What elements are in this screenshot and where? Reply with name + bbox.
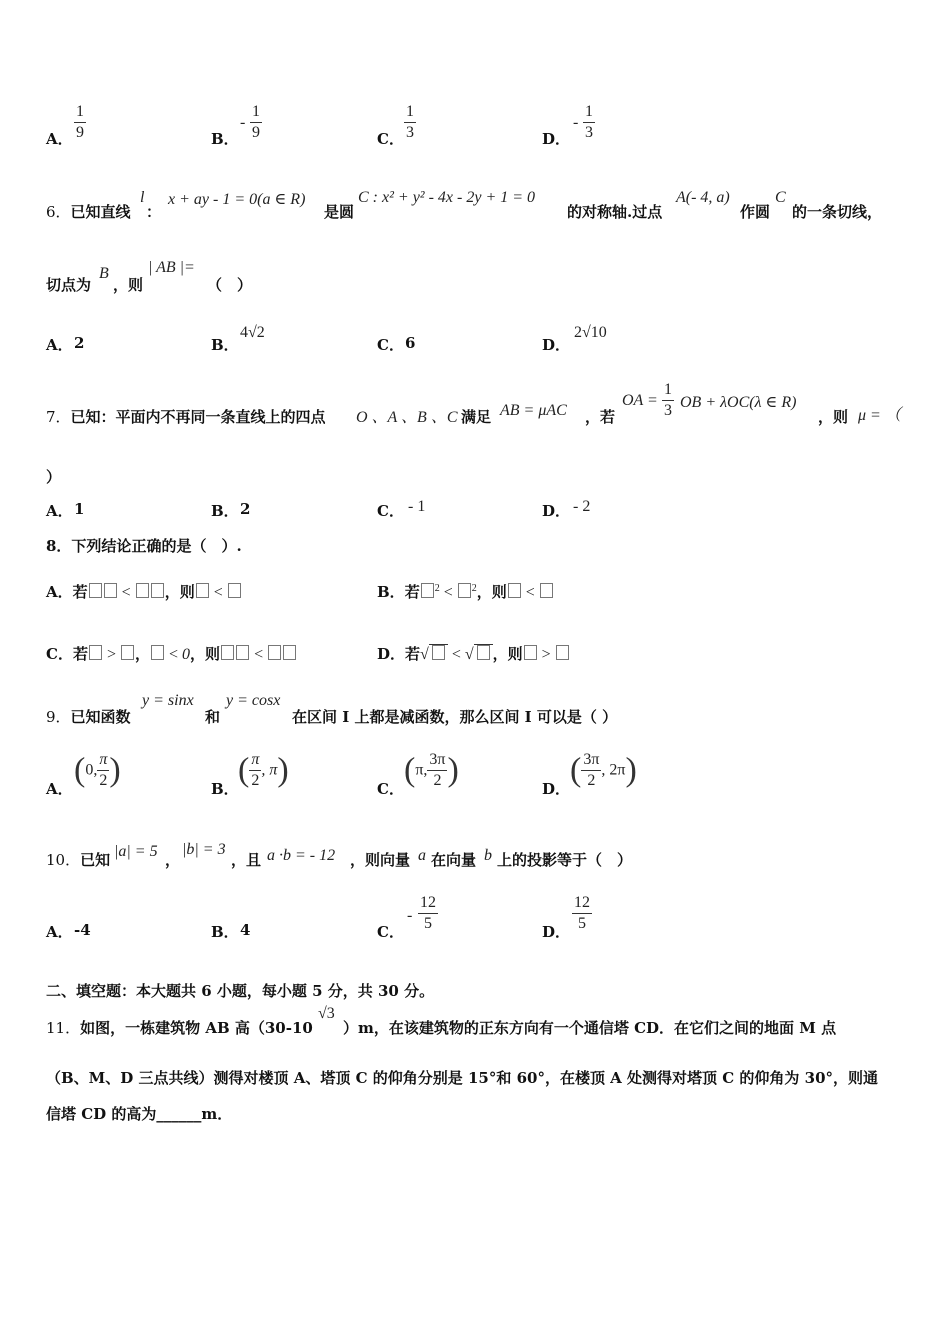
q6-option-d-label: D． (542, 336, 571, 354)
q10-text-5: 上的投影等于（ ） (497, 851, 633, 869)
q6-text-4: 作圆 (740, 203, 771, 221)
missing-glyph-icon (236, 645, 249, 660)
q7-option-d-label: D． (542, 502, 571, 520)
q5-option-b-label: B． (211, 130, 239, 148)
q6-number: 6． (46, 203, 71, 221)
q5-option-d-sign: - (573, 114, 579, 131)
q10-option-a-label: A． (46, 923, 73, 941)
q6-point-b: B (99, 265, 109, 282)
q7-eq-right: OB + λOC(λ ∈ R) (680, 394, 797, 411)
q7-number: 7． (46, 408, 71, 426)
q6-circle-symbol: C (775, 189, 786, 206)
q5-option-c-label: C． (377, 130, 404, 148)
q11-text-2: ）m，在该建筑物的正东方向有一个通信塔 CD．在它们之间的地面 M 点 (343, 1019, 837, 1037)
q6-paren: （ ） (207, 276, 253, 294)
q7-option-c-value: - 1 (408, 498, 426, 515)
q6-colon: ： (146, 203, 162, 221)
q11-sqrt3: √3 (318, 1005, 335, 1022)
question-8 (0, 533, 950, 668)
q6-option-b-value: 4√2 (240, 324, 265, 341)
q6-option-a-label: A． (46, 336, 73, 354)
q7-text-3: ，若 (585, 408, 616, 426)
q8-option-b: B．若 $^2$ < $^2$，则 < (377, 581, 554, 602)
q10-text-1: 已知 (80, 851, 111, 869)
q9-option-b-value: ( $\frac{\pi}{2}$ , π) (238, 751, 289, 789)
q5-options (0, 100, 950, 150)
q10-option-c-label: C． (377, 923, 404, 941)
q6-option-c-value: 6 (405, 334, 416, 352)
q10-cond-b: |b| = 3 (182, 841, 226, 858)
q9-text-3: 在区间 I 上都是减函数，那么区间 I 可以是（ ） (292, 708, 618, 726)
missing-glyph-icon (121, 645, 134, 660)
q6-text-7: ，则 (113, 276, 144, 294)
q6-text-6: 切点为 (46, 276, 92, 294)
q7-text-2: 满足 (461, 408, 492, 426)
q9-option-d-value: ( $\frac{3\pi}{2}$ , 2π) (570, 751, 637, 789)
question-11 (0, 1005, 950, 1125)
q7-eq-left: OA = (622, 392, 658, 409)
missing-glyph-icon (458, 583, 471, 598)
missing-glyph-icon (268, 645, 281, 660)
missing-glyph-icon (151, 583, 164, 598)
q6-circle-equation: C : x² + y² - 4x - 2y + 1 = 0 (358, 189, 536, 206)
section-2-heading: 二、填空题：本大题共 6 小题，每小题 5 分，共 30 分。 (46, 982, 435, 1000)
missing-glyph-icon (89, 583, 102, 598)
q7-mu: μ = （ (858, 407, 901, 424)
q7-condition: AB = μAC (500, 402, 567, 419)
q9-func-sin: y = sinx (142, 692, 194, 709)
q10-option-d-label: D． (542, 923, 571, 941)
q9-option-a-value: (0, $\frac{\pi}{2}$ ) (74, 751, 121, 789)
q5-option-b-sign: - (240, 114, 246, 131)
missing-glyph-icon (89, 645, 102, 660)
missing-glyph-icon (104, 583, 117, 598)
missing-glyph-icon (524, 645, 537, 660)
q11-line-2: （B、M、D 三点共线）测得对楼顶 A、塔顶 C 的仰角分别是 15°和 60°，在楼顶 A 处测得对塔顶 C 的仰角为 30°，则通 (46, 1069, 879, 1087)
q7-text-1: 已知：平面内不再同一条直线上的四点 (70, 408, 326, 426)
q6-option-d-value: 2√10 (574, 324, 607, 341)
q5-option-a-value: $\frac{1}{9}$ (76, 103, 84, 141)
missing-glyph-icon (136, 583, 149, 598)
q8-stem: 8．下列结论正确的是（ ）. (46, 537, 242, 555)
q7-option-a-label: A． (46, 502, 73, 520)
q6-ab-length: | AB |= (148, 259, 195, 276)
q8-option-d: D．若√ < √ ，则 > (377, 643, 570, 664)
q9-number: 9． (46, 708, 71, 726)
q6-option-a-value: 2 (74, 334, 85, 352)
q5-option-a-label: A． (46, 130, 73, 148)
section-2 (0, 978, 950, 1002)
q10-text-2: ，且 (231, 851, 262, 869)
q10-option-d-value: $\frac{12}{5}$ (574, 894, 590, 932)
q5-option-c-value: $\frac{1}{3}$ (406, 103, 414, 141)
q10-comma: ， (165, 851, 181, 869)
q11-text-1: 如图，一栋建筑物 AB 高（30-10 (80, 1019, 313, 1037)
q6-text-3: 的对称轴.过点 (567, 203, 663, 221)
q7-text-4: ，则 (818, 408, 849, 426)
q6-option-b-label: B． (211, 336, 239, 354)
q6-option-c-label: C． (377, 336, 404, 354)
q6-text-1: 已知直线 (70, 203, 131, 221)
missing-glyph-icon (228, 583, 241, 598)
q7-option-a-value: 1 (74, 500, 85, 518)
q10-cond-a: |a| = 5 (114, 843, 158, 860)
q7-eq-fraction: $\frac{1}{3}$ (664, 381, 672, 419)
missing-glyph-icon (556, 645, 569, 660)
q10-option-c-sign: - (407, 907, 413, 924)
q7-option-d-value: - 2 (573, 498, 591, 515)
q8-option-a: A．若 < ，则 < (46, 581, 242, 602)
q11-number: 11． (46, 1019, 81, 1037)
q6-text-2: 是圆 (324, 203, 355, 221)
missing-glyph-icon (508, 583, 521, 598)
q7-points: O 、A 、B 、C (356, 409, 458, 426)
q9-option-b-label: B． (211, 780, 239, 798)
missing-glyph-icon (196, 583, 209, 598)
missing-glyph-icon (432, 645, 445, 660)
missing-glyph-icon (283, 645, 296, 660)
q6-text-5: 的一条切线， (792, 203, 883, 221)
q10-vector-a: a (418, 847, 426, 864)
q7-option-c-label: C． (377, 502, 404, 520)
missing-glyph-icon (221, 645, 234, 660)
q10-option-a-value: -4 (74, 921, 91, 939)
q7-close: ） (46, 468, 62, 486)
q10-option-b-label: B． (211, 923, 239, 941)
q10-option-c-value: $\frac{12}{5}$ (420, 894, 436, 932)
missing-glyph-icon (421, 583, 434, 598)
q7-option-b-value: 2 (240, 500, 251, 518)
missing-glyph-icon (151, 645, 164, 660)
q10-option-b-value: 4 (240, 921, 251, 939)
question-10 (0, 835, 950, 945)
q6-line-symbol: l (140, 189, 145, 206)
q10-text-3: ，则向量 (350, 851, 411, 869)
q10-number: 10． (46, 851, 81, 869)
question-6 (0, 185, 950, 355)
q8-option-c: C．若 > ， < 0，则 < (46, 643, 297, 664)
q9-option-c-value: (π, $\frac{3\pi}{2}$ ) (404, 751, 459, 789)
q6-point: A(- 4, a) (676, 189, 730, 206)
q9-text-1: 已知函数 (70, 708, 131, 726)
q9-option-d-label: D． (542, 780, 571, 798)
q11-line-3: 信塔 CD 的高为______m． (46, 1105, 233, 1123)
q10-vector-b: b (484, 847, 492, 864)
q5-option-d-value: $\frac{1}{3}$ (585, 103, 593, 141)
q10-text-4: 在向量 (431, 851, 477, 869)
q9-func-cos: y = cosx (226, 692, 281, 709)
q9-option-a-label: A． (46, 780, 73, 798)
q7-option-b-label: B． (211, 502, 239, 520)
question-7 (0, 380, 950, 525)
q5-option-b-value: $\frac{1}{9}$ (252, 103, 260, 141)
question-9 (0, 690, 950, 805)
q9-text-2: 和 (205, 708, 221, 726)
missing-glyph-icon (540, 583, 553, 598)
q6-line-equation: x + ay - 1 = 0(a ∈ R) (168, 191, 306, 208)
q9-option-c-label: C． (377, 780, 404, 798)
q10-cond-dot: a ·b = - 12 (267, 847, 336, 864)
missing-glyph-icon (477, 645, 490, 660)
q5-option-d-label: D． (542, 130, 571, 148)
